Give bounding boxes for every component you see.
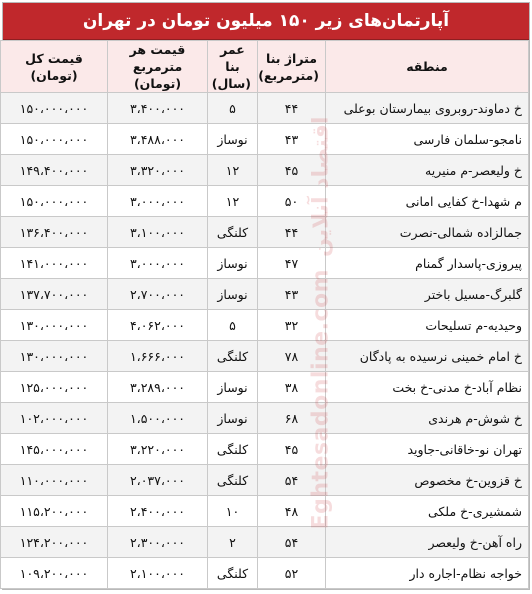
header-price-per-meter: قیمت هر مترمربع (تومان) <box>108 41 208 93</box>
cell-size: ۴۵ <box>258 434 326 465</box>
header-total-price: قیمت کل (تومان) <box>1 41 108 93</box>
cell-age: نوساز <box>208 372 258 403</box>
cell-age: کلنگی <box>208 341 258 372</box>
table-row <box>1 248 529 279</box>
cell-size: ۵۴ <box>258 465 326 496</box>
cell-price-per-meter: ۳،۴۰۰،۰۰۰ <box>108 93 208 124</box>
apartments-table-card <box>2 2 530 590</box>
cell-area: نظام آباد-خ مدنی-خ بخت <box>326 372 529 403</box>
cell-total-price: ۱۵۰،۰۰۰،۰۰۰ <box>1 124 108 155</box>
table-row <box>1 496 529 527</box>
cell-age: کلنگی <box>208 465 258 496</box>
cell-area: م شهدا-خ کفایی امانی <box>326 186 529 217</box>
apartments-table <box>0 40 529 589</box>
cell-age: کلنگی <box>208 558 258 589</box>
cell-area: جمالزاده شمالی-نصرت <box>326 217 529 248</box>
cell-age: نوساز <box>208 124 258 155</box>
table-row <box>1 279 529 310</box>
cell-area: شمشیری-خ ملکی <box>326 496 529 527</box>
cell-size: ۵۲ <box>258 558 326 589</box>
cell-price-per-meter: ۳،۰۰۰،۰۰۰ <box>108 248 208 279</box>
table-row <box>1 527 529 558</box>
header-area: منطقه <box>326 41 529 93</box>
cell-area: خ امام خمینی نرسیده به پادگان <box>326 341 529 372</box>
cell-price-per-meter: ۱،۶۶۶،۰۰۰ <box>108 341 208 372</box>
cell-total-price: ۱۰۲،۰۰۰،۰۰۰ <box>1 403 108 434</box>
cell-age: نوساز <box>208 248 258 279</box>
table-row <box>1 341 529 372</box>
cell-area: تهران نو-خاقانی-جاوید <box>326 434 529 465</box>
cell-price-per-meter: ۱،۵۰۰،۰۰۰ <box>108 403 208 434</box>
cell-total-price: ۱۵۰،۰۰۰،۰۰۰ <box>1 186 108 217</box>
cell-area: خواجه نظام-اجاره دار <box>326 558 529 589</box>
cell-age: ۱۲ <box>208 155 258 186</box>
table-row <box>1 155 529 186</box>
cell-price-per-meter: ۲،۰۳۷،۰۰۰ <box>108 465 208 496</box>
cell-area: خ ولیعصر-م منیریه <box>326 155 529 186</box>
cell-size: ۴۵ <box>258 155 326 186</box>
cell-total-price: ۱۳۰،۰۰۰،۰۰۰ <box>1 310 108 341</box>
cell-total-price: ۱۴۹،۴۰۰،۰۰۰ <box>1 155 108 186</box>
table-row <box>1 124 529 155</box>
table-row <box>1 434 529 465</box>
cell-age: نوساز <box>208 403 258 434</box>
cell-total-price: ۱۵۰،۰۰۰،۰۰۰ <box>1 93 108 124</box>
cell-size: ۴۷ <box>258 248 326 279</box>
cell-age: ۵ <box>208 310 258 341</box>
cell-size: ۴۴ <box>258 93 326 124</box>
cell-total-price: ۱۲۴،۲۰۰،۰۰۰ <box>1 527 108 558</box>
cell-area: گلبرگ-مسیل باختر <box>326 279 529 310</box>
table-row <box>1 93 529 124</box>
cell-price-per-meter: ۲،۳۰۰،۰۰۰ <box>108 527 208 558</box>
cell-age: کلنگی <box>208 217 258 248</box>
cell-price-per-meter: ۳،۲۸۹،۰۰۰ <box>108 372 208 403</box>
cell-size: ۵۴ <box>258 527 326 558</box>
cell-price-per-meter: ۲،۱۰۰،۰۰۰ <box>108 558 208 589</box>
cell-size: ۶۸ <box>258 403 326 434</box>
table-row <box>1 217 529 248</box>
table-body <box>1 93 529 589</box>
cell-total-price: ۱۳۰،۰۰۰،۰۰۰ <box>1 341 108 372</box>
cell-total-price: ۱۱۵،۲۰۰،۰۰۰ <box>1 496 108 527</box>
cell-total-price: ۱۰۹،۲۰۰،۰۰۰ <box>1 558 108 589</box>
table-row <box>1 310 529 341</box>
cell-price-per-meter: ۳،۰۰۰،۰۰۰ <box>108 186 208 217</box>
cell-price-per-meter: ۳،۴۸۸،۰۰۰ <box>108 124 208 155</box>
cell-area: پیروزی-پاسدار گمنام <box>326 248 529 279</box>
cell-size: ۴۴ <box>258 217 326 248</box>
cell-price-per-meter: ۳،۳۲۰،۰۰۰ <box>108 155 208 186</box>
cell-price-per-meter: ۴،۰۶۲،۰۰۰ <box>108 310 208 341</box>
cell-total-price: ۱۲۵،۰۰۰،۰۰۰ <box>1 372 108 403</box>
cell-price-per-meter: ۲،۴۰۰،۰۰۰ <box>108 496 208 527</box>
cell-area: خ دماوند-روبروی بیمارستان بوعلی <box>326 93 529 124</box>
cell-size: ۳۸ <box>258 372 326 403</box>
cell-price-per-meter: ۳،۱۰۰،۰۰۰ <box>108 217 208 248</box>
table-row <box>1 558 529 589</box>
cell-age: ۲ <box>208 527 258 558</box>
table-row <box>1 465 529 496</box>
header-age: عمر بنا (سال) <box>208 41 258 93</box>
cell-age: کلنگی <box>208 434 258 465</box>
cell-age: ۵ <box>208 93 258 124</box>
cell-price-per-meter: ۲،۷۰۰،۰۰۰ <box>108 279 208 310</box>
cell-size: ۴۳ <box>258 279 326 310</box>
cell-size: ۳۲ <box>258 310 326 341</box>
cell-price-per-meter: ۳،۲۲۰،۰۰۰ <box>108 434 208 465</box>
cell-age: ۱۰ <box>208 496 258 527</box>
cell-total-price: ۱۴۱،۰۰۰،۰۰۰ <box>1 248 108 279</box>
cell-total-price: ۱۱۰،۰۰۰،۰۰۰ <box>1 465 108 496</box>
table-row <box>1 186 529 217</box>
cell-area: راه آهن-خ ولیعصر <box>326 527 529 558</box>
cell-size: ۵۰ <box>258 186 326 217</box>
cell-area: خ شوش-م هرندی <box>326 403 529 434</box>
cell-total-price: ۱۳۷،۷۰۰،۰۰۰ <box>1 279 108 310</box>
table-row <box>1 403 529 434</box>
table-row <box>1 372 529 403</box>
cell-area: خ قزوین-خ مخصوص <box>326 465 529 496</box>
cell-age: نوساز <box>208 279 258 310</box>
cell-age: ۱۲ <box>208 186 258 217</box>
cell-total-price: ۱۴۵،۰۰۰،۰۰۰ <box>1 434 108 465</box>
cell-area: وحیدیه-م تسلیحات <box>326 310 529 341</box>
cell-size: ۷۸ <box>258 341 326 372</box>
cell-area: نامجو-سلمان فارسی <box>326 124 529 155</box>
header-size: متراژ بنا (مترمربع) <box>258 41 326 93</box>
cell-size: ۴۳ <box>258 124 326 155</box>
table-header-row <box>1 41 529 93</box>
cell-total-price: ۱۳۶،۴۰۰،۰۰۰ <box>1 217 108 248</box>
table-title: آپارتمان‌های زیر ۱۵۰ میلیون تومان در تهران <box>3 3 529 40</box>
cell-size: ۴۸ <box>258 496 326 527</box>
